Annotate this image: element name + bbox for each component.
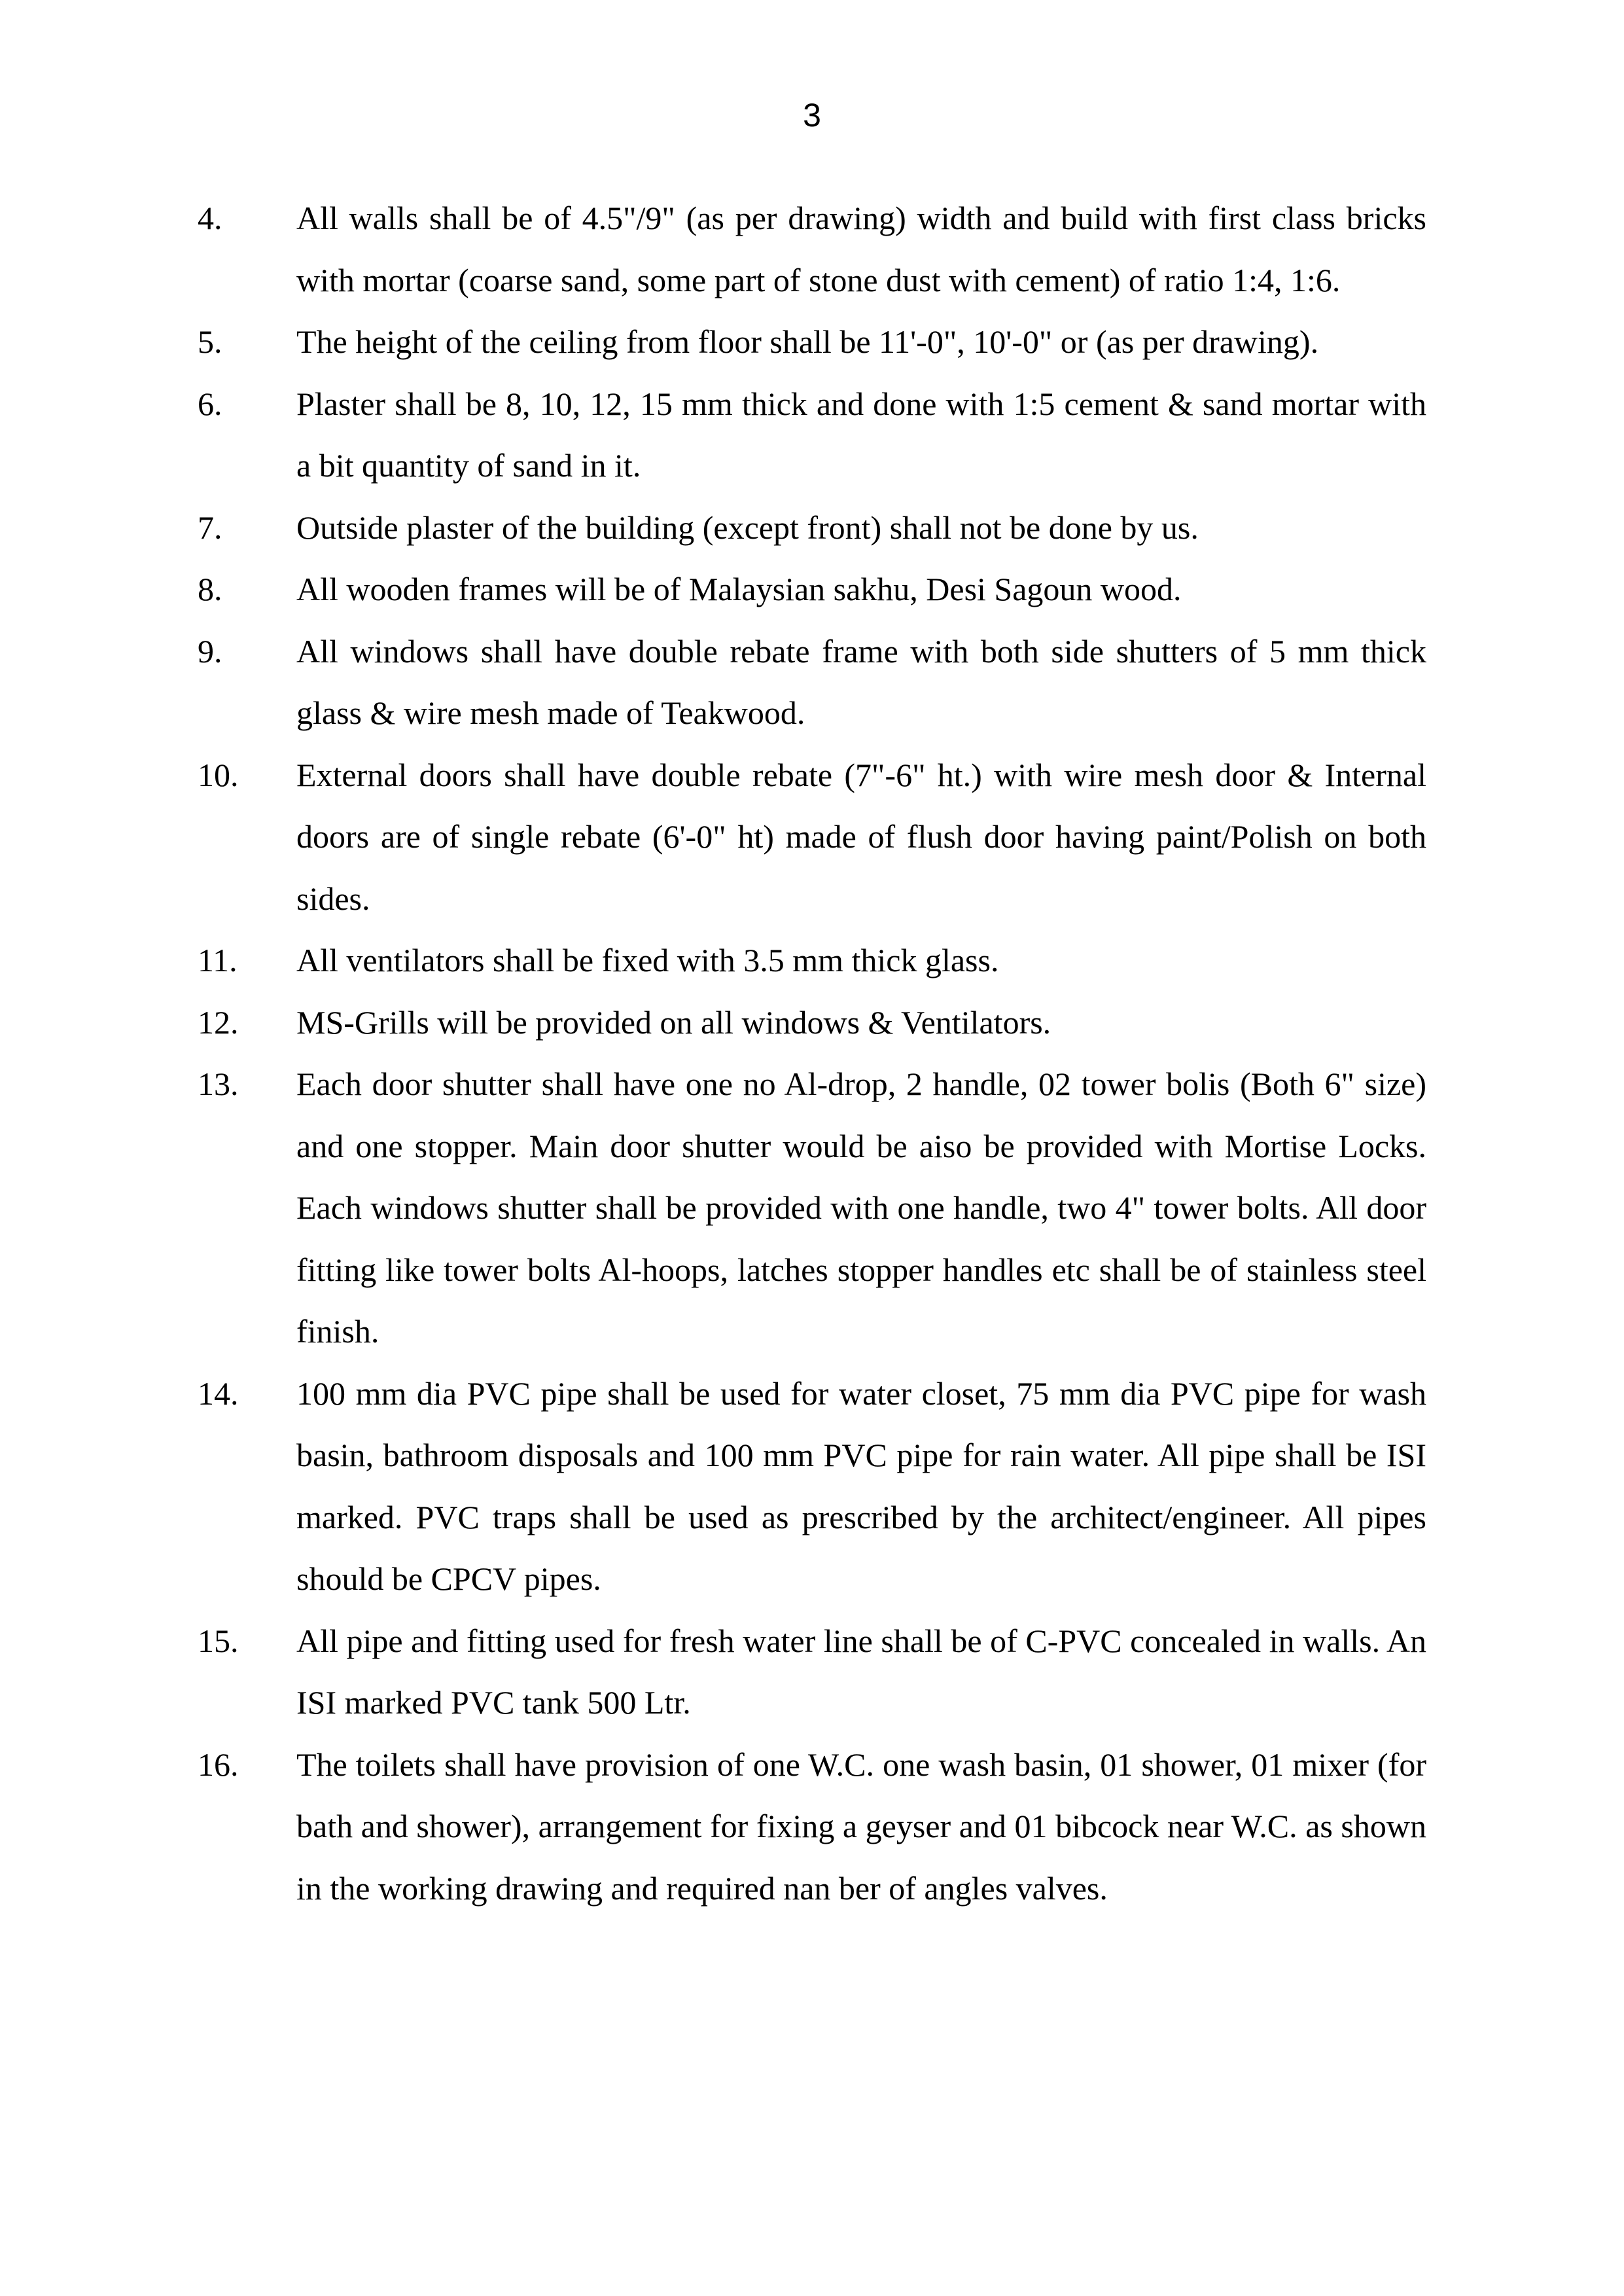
- list-item-text: Outside plaster of the building (except front) shall not be done by us.: [296, 509, 1199, 546]
- list-item-number: 6.: [198, 385, 222, 422]
- list-item-number: 11.: [198, 942, 238, 978]
- list-item-number: 15.: [198, 1622, 239, 1659]
- list-item: [198, 311, 1426, 373]
- list-item-number: 7.: [198, 509, 222, 546]
- list-item: [198, 1363, 1426, 1610]
- list-item-text: All windows shall have double rebate frame with both side shutters of 5 mm thick glass & wire mesh made of Teakwood.: [296, 632, 1426, 731]
- list-item-number: 10.: [198, 756, 239, 793]
- list-item-text: All ventilators shall be fixed with 3.5 mm thick glass.: [296, 942, 999, 978]
- list-item: [198, 929, 1426, 992]
- list-item: [198, 1734, 1426, 1920]
- list-item-number: 13.: [198, 1066, 239, 1102]
- list-item: [198, 373, 1426, 497]
- list-item-number: 14.: [198, 1374, 239, 1412]
- list-item-text: Each door shutter shall have one no Al-drop, 2 handle, 02 tower bolis (Both 6" size) and one stopper. Main door shutter would be aiso be provided with Mortise Locks. Each windows shutter shall be provided with one handle, two 4" tower bolts. All door fitting like tower bolts Al-hoops, latches stopper handles etc shall be of stainless steel finish.: [296, 1066, 1426, 1350]
- numbered-list: [198, 187, 1426, 1919]
- list-item-text: The height of the ceiling from floor shall be 11'-0", 10'-0" or (as per drawing).: [296, 323, 1319, 360]
- list-item-number: 5.: [198, 323, 222, 360]
- list-item: [198, 558, 1426, 620]
- list-item: [198, 1610, 1426, 1734]
- list-item-text: All walls shall be of 4.5"/9" (as per drawing) width and build with first class bricks with mortar (coarse sand, some part of stone dust with cement) of ratio 1:4, 1:6.: [296, 200, 1426, 298]
- list-item-number: 8.: [198, 571, 222, 607]
- list-item-number: 9.: [198, 632, 222, 670]
- list-item: [198, 497, 1426, 559]
- list-item-number: 12.: [198, 1003, 239, 1041]
- list-item-text: 100 mm dia PVC pipe shall be used for water closet, 75 mm dia PVC pipe for wash basin, bathroom disposals and 100 mm PVC pipe for rain water. All pipe shall be ISI marked. PVC traps shall be used as prescribed by the architect/engineer. All pipes should be CPCV pipes.: [296, 1374, 1426, 1597]
- list-item: [198, 744, 1426, 930]
- list-item-number: 16.: [198, 1746, 239, 1783]
- list-item-text: The toilets shall have provision of one W.C. one wash basin, 01 shower, 01 mixer (for bath and shower), arrangement for fixing a geyser and 01 bibcock near W.C. as shown in the working drawing and required nan ber of angles valves.: [296, 1746, 1426, 1907]
- list-item-number: 4.: [198, 200, 222, 236]
- list-item-text: All pipe and fitting used for fresh water line shall be of C-PVC concealed in walls. An ISI marked PVC tank 500 Ltr.: [296, 1622, 1426, 1721]
- list-item-text: Plaster shall be 8, 10, 12, 15 mm thick and done with 1:5 cement & sand mortar with a bit quantity of sand in it.: [296, 385, 1426, 484]
- list-item: [198, 187, 1426, 311]
- list-item: [198, 620, 1426, 744]
- list-item: [198, 1053, 1426, 1363]
- page-number: 3: [803, 97, 821, 134]
- list-item-text: External doors shall have double rebate (7"-6" ht.) with wire mesh door & Internal doors are of single rebate (6'-0" ht) made of flush door having paint/Polish on both sides.: [296, 756, 1426, 917]
- list-item-text: All wooden frames will be of Malaysian sakhu, Desi Sagoun wood.: [296, 571, 1182, 607]
- list-item: [198, 992, 1426, 1054]
- list-item-text: MS-Grills will be provided on all windows & Ventilators.: [296, 1003, 1051, 1041]
